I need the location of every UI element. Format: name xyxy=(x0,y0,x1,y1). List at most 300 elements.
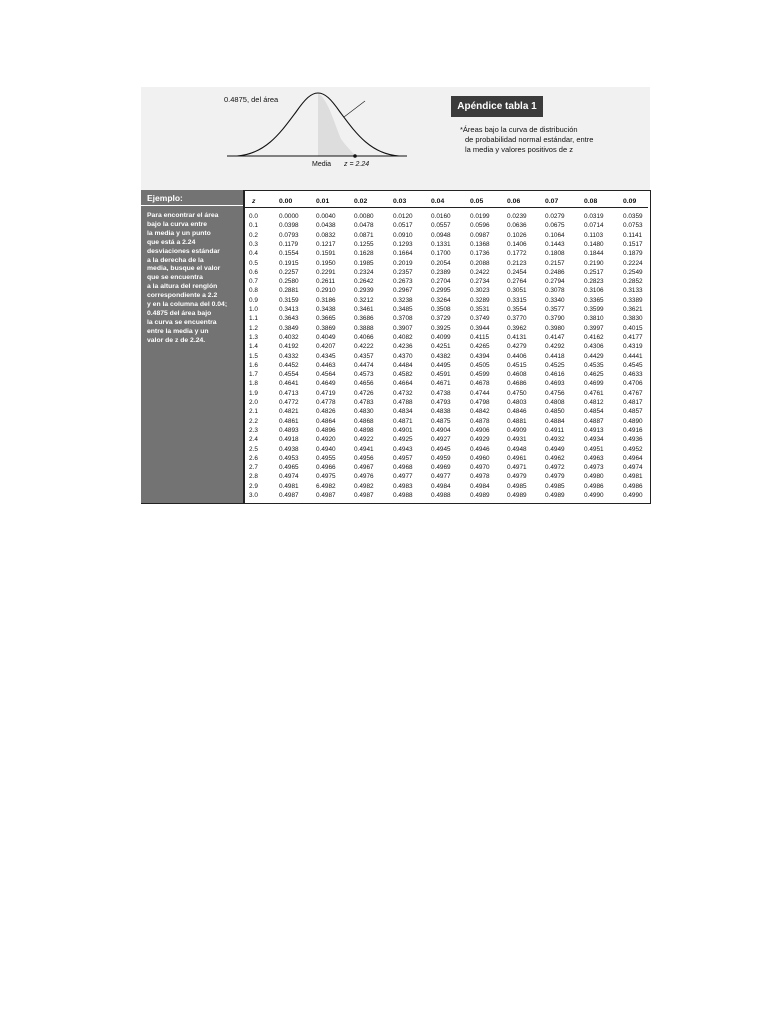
header-col: 0.05 xyxy=(470,198,484,205)
table-cell: 0.3264 xyxy=(431,296,451,304)
table-cell: 0.4952 xyxy=(623,445,643,453)
table-cell: 0.1103 xyxy=(584,231,604,239)
table-cell: 0.4834 xyxy=(393,408,413,416)
table-cell: 0.4192 xyxy=(279,343,299,351)
table-cell: 0.4599 xyxy=(470,371,490,379)
table-cell: 0.4966 xyxy=(316,464,336,472)
table-cell: 0.4515 xyxy=(507,361,527,369)
table-cell: 0.4941 xyxy=(354,445,374,453)
table-cell: 0.0000 xyxy=(279,213,299,220)
table-cell: 0.4332 xyxy=(279,352,299,360)
table-cell: 0.4525 xyxy=(545,361,565,369)
appendix-note-line-1: *Áreas bajo la curva de distribución xyxy=(460,125,578,134)
table-cell: 0.4938 xyxy=(279,445,299,453)
table-cell: 0.3790 xyxy=(545,315,565,323)
row-z-value: 2.9 xyxy=(249,482,258,490)
table-cell: 0.4988 xyxy=(393,492,413,499)
table-cell: 0.4982 xyxy=(354,482,374,490)
example-line: que se encuentra xyxy=(147,274,203,282)
table-cell: 0.4979 xyxy=(545,473,565,481)
table-cell: 0.4664 xyxy=(393,380,413,388)
table-cell: 0.3159 xyxy=(279,296,299,304)
row-z-value: 1.1 xyxy=(249,315,258,323)
table-cell: 0.2454 xyxy=(507,268,527,276)
table-cell: 0.3944 xyxy=(470,324,490,332)
table-cell: 0.4945 xyxy=(431,445,451,453)
table-cell: 0.4826 xyxy=(316,408,336,416)
table-cell: 0.1628 xyxy=(354,250,374,258)
table-cell: 0.4974 xyxy=(279,473,299,481)
table-cell: 0.4949 xyxy=(545,445,565,453)
table-cell: 0.1331 xyxy=(431,240,451,248)
table-cell: 0.4767 xyxy=(623,389,643,397)
table-cell: 0.4162 xyxy=(584,333,604,341)
table-cell: 0.4961 xyxy=(507,454,527,462)
table-cell: 0.4429 xyxy=(584,352,604,360)
table-cell: 0.3133 xyxy=(623,287,643,295)
table-cell: 0.2794 xyxy=(545,278,565,286)
table-cell: 0.2611 xyxy=(316,278,336,286)
table-cell: 0.4738 xyxy=(431,389,451,397)
table-cell: 0.4990 xyxy=(584,492,604,499)
header-col: 0.07 xyxy=(545,198,559,205)
table-cell: 0.2157 xyxy=(545,259,565,267)
table-cell: 0.4857 xyxy=(623,408,643,416)
table-cell: 0.2019 xyxy=(393,259,413,267)
header-col: 0.03 xyxy=(393,198,407,205)
table-cell: 0.4370 xyxy=(393,352,413,360)
row-z-value: 1.0 xyxy=(249,306,258,313)
table-cell: 0.4306 xyxy=(584,343,604,351)
table-cell: 0.4641 xyxy=(279,380,299,388)
table-cell: 0.4881 xyxy=(507,417,527,425)
appendix-note xyxy=(460,125,640,155)
header-z: z xyxy=(252,198,256,205)
header-col: 0.06 xyxy=(507,198,521,205)
header-col: 0.01 xyxy=(316,198,330,205)
table-cell: 0.2549 xyxy=(623,268,643,276)
table-cell: 0.4788 xyxy=(393,399,413,406)
table-cell: 0.2088 xyxy=(470,259,490,267)
table-cell: 0.1736 xyxy=(470,250,490,258)
appendix-note-line-2: de probabilidad normal estándar, entre xyxy=(465,135,594,144)
table-cell: 0.4970 xyxy=(470,464,490,472)
example-line: y en la columna del 0.04; xyxy=(147,301,228,309)
table-cell: 0.3749 xyxy=(470,315,490,323)
table-cell: 0.0517 xyxy=(393,222,413,230)
table-cell: 0.0080 xyxy=(354,213,374,220)
table-cell: 0.3686 xyxy=(354,315,374,323)
table-cell: 0.4649 xyxy=(316,380,336,388)
table-cell: 0.1179 xyxy=(279,240,299,248)
table-cell: 0.3340 xyxy=(545,296,565,304)
table-cell: 0.0871 xyxy=(354,231,374,239)
table-cell: 0.3023 xyxy=(470,287,490,295)
table-cell: 0.1217 xyxy=(316,240,336,248)
table-cell: 0.4382 xyxy=(431,352,451,360)
row-z-value: 1.4 xyxy=(249,343,258,351)
table-cell: 0.4962 xyxy=(545,454,565,462)
table-cell: 0.4474 xyxy=(354,361,374,369)
row-z-value: 0.5 xyxy=(249,259,258,267)
table-cell: 0.3907 xyxy=(393,324,413,332)
table-cell: 0.3078 xyxy=(545,287,565,295)
table-cell: 0.4719 xyxy=(316,389,336,397)
table-cell: 0.4783 xyxy=(354,399,374,406)
table-cell: 0.4980 xyxy=(584,473,604,481)
table-cell: 0.4971 xyxy=(507,464,527,472)
table-cell: 0.3980 xyxy=(545,324,565,332)
row-z-value: 3.0 xyxy=(249,492,258,499)
table-cell: 0.3729 xyxy=(431,315,451,323)
example-line: correspondiente a 2.2 xyxy=(147,292,218,300)
table-cell: 0.4920 xyxy=(316,436,336,444)
table-cell: 0.4922 xyxy=(354,436,374,444)
row-z-value: 2.2 xyxy=(249,417,258,425)
table-cell: 0.2389 xyxy=(431,268,451,276)
table-cell: 0.4948 xyxy=(507,445,527,453)
table-cell: 0.3869 xyxy=(316,324,336,332)
table-cell: 0.4564 xyxy=(316,371,336,379)
row-z-value: 2.8 xyxy=(249,473,258,481)
table-cell: 0.4896 xyxy=(316,426,336,434)
table-cell: 0.4357 xyxy=(354,352,374,360)
table-cell: 0.4981 xyxy=(623,473,643,481)
table-cell: 6.4982 xyxy=(316,482,336,490)
table-cell: 0.4082 xyxy=(393,333,413,341)
example-line: la curva se encuentra xyxy=(147,318,217,326)
example-title: Ejemplo: xyxy=(147,193,183,203)
table-cell: 0.4977 xyxy=(393,473,413,481)
table-cell: 0.3461 xyxy=(354,306,374,313)
table-cell: 0.4963 xyxy=(584,454,604,462)
table-cell: 0.0239 xyxy=(507,213,527,220)
example-line: a la altura del renglón xyxy=(147,283,218,291)
table-cell: 0.1844 xyxy=(584,250,604,258)
table-cell: 0.4319 xyxy=(623,343,643,351)
table-cell: 0.4656 xyxy=(354,380,374,388)
table-cell: 0.0636 xyxy=(507,222,527,230)
table-cell: 0.4591 xyxy=(431,371,451,379)
table-cell: 0.4957 xyxy=(393,454,413,462)
table-cell: 0.0359 xyxy=(623,213,643,220)
row-z-value: 2.6 xyxy=(249,454,258,462)
table-cell: 0.4875 xyxy=(431,417,451,425)
table-cell: 0.4394 xyxy=(470,352,490,360)
table-cell: 0.4890 xyxy=(623,417,643,425)
table-cell: 0.4744 xyxy=(470,389,490,397)
table-cell: 0.3508 xyxy=(431,306,451,313)
row-z-value: 1.2 xyxy=(249,324,258,332)
normal-curve-svg xyxy=(141,87,431,177)
table-cell: 0.4850 xyxy=(545,408,565,416)
row-z-value: 0.0 xyxy=(249,213,258,220)
table-cell: 0.4984 xyxy=(470,482,490,490)
table-cell: 0.4934 xyxy=(584,436,604,444)
appendix-title: Apéndice tabla 1 xyxy=(451,96,543,117)
row-z-value: 1.9 xyxy=(249,389,258,397)
table-cell: 0.4345 xyxy=(316,352,336,360)
table-cell: 0.4616 xyxy=(545,371,565,379)
table-cell: 0.4975 xyxy=(316,473,336,481)
table-cell: 0.0478 xyxy=(354,222,374,230)
table-cell: 0.3238 xyxy=(393,296,413,304)
row-z-value: 0.7 xyxy=(249,278,258,286)
table-cell: 0.3708 xyxy=(393,315,413,323)
table-cell: 0.3962 xyxy=(507,324,527,332)
table-cell: 0.0438 xyxy=(316,222,336,230)
row-z-value: 0.4 xyxy=(249,250,258,258)
row-z-value: 1.6 xyxy=(249,361,258,369)
row-z-value: 2.4 xyxy=(249,436,258,444)
row-z-value: 0.2 xyxy=(249,231,258,239)
table-cell: 0.1255 xyxy=(354,240,374,248)
z-label: z = 2.24 xyxy=(344,161,370,168)
table-cell: 0.3997 xyxy=(584,324,604,332)
table-cell: 0.2967 xyxy=(393,287,413,295)
table-cell: 0.4177 xyxy=(623,333,643,341)
row-z-value: 2.1 xyxy=(249,408,258,416)
table-cell: 0.3365 xyxy=(584,296,604,304)
table-cell: 0.4418 xyxy=(545,352,565,360)
table-cell: 0.4965 xyxy=(279,464,299,472)
table-cell: 0.4772 xyxy=(279,399,299,406)
table-cell: 0.4925 xyxy=(393,436,413,444)
table-cell: 0.3577 xyxy=(545,306,565,313)
table-cell: 0.4545 xyxy=(623,361,643,369)
row-z-value: 2.7 xyxy=(249,464,258,472)
row-z-value: 2.3 xyxy=(249,426,258,434)
table-cell: 0.2486 xyxy=(545,268,565,276)
table-cell: 0.3389 xyxy=(623,296,643,304)
table-cell: 0.1293 xyxy=(393,240,413,248)
table-cell: 0.0793 xyxy=(279,231,299,239)
table-cell: 0.2580 xyxy=(279,278,299,286)
header-col: 0.04 xyxy=(431,198,445,205)
row-z-value: 2.0 xyxy=(249,399,258,406)
table-cell: 0.4441 xyxy=(623,352,643,360)
example-line: que está a 2.24 xyxy=(147,238,196,246)
table-cell: 0.4484 xyxy=(393,361,413,369)
table-cell: 0.0398 xyxy=(279,222,299,230)
table-cell: 0.4916 xyxy=(623,426,643,434)
example-divider xyxy=(141,205,243,206)
table-cell: 0.1985 xyxy=(354,259,374,267)
table-cell: 0.2881 xyxy=(279,287,299,295)
table-cell: 0.4901 xyxy=(393,426,413,434)
table-cell: 0.1026 xyxy=(507,231,527,239)
table-cell: 0.4983 xyxy=(393,482,413,490)
table-cell: 0.3599 xyxy=(584,306,604,313)
table-cell: 0.3438 xyxy=(316,306,336,313)
table-cell: 0.1141 xyxy=(623,231,643,239)
table-cell: 0.0040 xyxy=(316,213,336,220)
table-cell: 0.4909 xyxy=(507,426,527,434)
table-cell: 0.2357 xyxy=(393,268,413,276)
table-cell: 0.3925 xyxy=(431,324,451,332)
table-cell: 0.4821 xyxy=(279,408,299,416)
row-z-value: 2.5 xyxy=(249,445,258,453)
table-cell: 0.3810 xyxy=(584,315,604,323)
table-cell: 0.0279 xyxy=(545,213,565,220)
table-cell: 0.4989 xyxy=(507,492,527,499)
table-cell: 0.2054 xyxy=(431,259,451,267)
row-z-value: 1.3 xyxy=(249,333,258,341)
table-cell: 0.4778 xyxy=(316,399,336,406)
table-cell: 0.2995 xyxy=(431,287,451,295)
table-cell: 0.2734 xyxy=(470,278,490,286)
table-cell: 0.4904 xyxy=(431,426,451,434)
table-cell: 0.4964 xyxy=(623,454,643,462)
table-cell: 0.4793 xyxy=(431,399,451,406)
table-cell: 0.1915 xyxy=(279,259,299,267)
table-cell: 0.0596 xyxy=(470,222,490,230)
row-z-value: 0.1 xyxy=(249,222,258,230)
table-cell: 0.4049 xyxy=(316,333,336,341)
table-cell: 0.0714 xyxy=(584,222,604,230)
example-line: a la derecha de la xyxy=(147,256,204,264)
table-cell: 0.1480 xyxy=(584,240,604,248)
table-cell: 0.4066 xyxy=(354,333,374,341)
table-cell: 0.1517 xyxy=(623,240,643,248)
table-cell: 0.4817 xyxy=(623,399,643,406)
table-cell: 0.4953 xyxy=(279,454,299,462)
table-cell: 0.4292 xyxy=(545,343,565,351)
area-pointer xyxy=(344,101,365,117)
table-cell: 0.4699 xyxy=(584,380,604,388)
table-cell: 0.2291 xyxy=(316,268,336,276)
table-cell: 0.4969 xyxy=(431,464,451,472)
table-cell: 0.1664 xyxy=(393,250,413,258)
table-cell: 0.4505 xyxy=(470,361,490,369)
table-cell: 0.4608 xyxy=(507,371,527,379)
example-line: Para encontrar el área xyxy=(147,212,219,219)
table-cell: 0.2422 xyxy=(470,268,490,276)
table-cell: 0.4976 xyxy=(354,473,374,481)
table-cell: 0.1772 xyxy=(507,250,527,258)
table-cell: 0.4671 xyxy=(431,380,451,388)
table-cell: 0.4987 xyxy=(279,492,299,499)
table-cell: 0.4750 xyxy=(507,389,527,397)
table-cell: 0.4951 xyxy=(584,445,604,453)
table-cell: 0.3413 xyxy=(279,306,299,313)
table-cell: 0.4985 xyxy=(545,482,565,490)
table-cell: 0.4898 xyxy=(354,426,374,434)
table-cell: 0.4968 xyxy=(393,464,413,472)
table-cell: 0.4893 xyxy=(279,426,299,434)
example-line: media, busque el valor xyxy=(147,265,221,273)
table-cell: 0.4931 xyxy=(507,436,527,444)
table-cell: 0.4985 xyxy=(507,482,527,490)
table-cell: 0.2910 xyxy=(316,287,336,295)
table-cell: 0.2642 xyxy=(354,278,374,286)
table-cell: 0.4978 xyxy=(470,473,490,481)
header-col: 0.00 xyxy=(279,198,293,205)
table-cell: 0.2823 xyxy=(584,278,604,286)
table-cell: 0.4871 xyxy=(393,417,413,425)
table-cell: 0.4756 xyxy=(545,389,565,397)
row-z-value: 0.9 xyxy=(249,296,258,304)
table-cell: 0.4927 xyxy=(431,436,451,444)
table-cell: 0.4207 xyxy=(316,343,336,351)
z-point xyxy=(353,154,357,158)
table-cell: 0.4693 xyxy=(545,380,565,388)
table-cell: 0.3051 xyxy=(507,287,527,295)
table-cell: 0.1406 xyxy=(507,240,527,248)
example-line: 0.4875 del área bajo xyxy=(147,309,212,317)
table-cell: 0.2517 xyxy=(584,268,604,276)
table-cell: 0.3289 xyxy=(470,296,490,304)
table-cell: 0.4625 xyxy=(584,371,604,379)
table-cell: 0.1443 xyxy=(545,240,565,248)
row-z-value: 0.8 xyxy=(249,287,258,295)
table-cell: 0.4842 xyxy=(470,408,490,416)
table-cell: 0.4573 xyxy=(354,371,374,379)
table-cell: 0.3621 xyxy=(623,306,643,313)
table-cell: 0.4967 xyxy=(354,464,374,472)
table-cell: 0.1064 xyxy=(545,231,565,239)
table-cell: 0.4861 xyxy=(279,417,299,425)
header-col: 0.09 xyxy=(623,198,637,205)
row-z-value: 1.7 xyxy=(249,371,258,379)
table-cell: 0.4838 xyxy=(431,408,451,416)
table-cell: 0.4535 xyxy=(584,361,604,369)
table-cell: 0.4015 xyxy=(623,324,643,332)
table-cell: 0.4986 xyxy=(623,482,643,490)
table-cell: 0.4452 xyxy=(279,361,299,369)
table-cell: 0.0948 xyxy=(431,231,451,239)
table-cell: 0.2324 xyxy=(354,268,374,276)
table-cell: 0.4913 xyxy=(584,426,604,434)
table-cell: 0.4990 xyxy=(623,492,643,499)
table-cell: 0.4989 xyxy=(545,492,565,499)
table-header-row xyxy=(245,192,648,208)
table-cell: 0.4940 xyxy=(316,445,336,453)
table-cell: 0.4032 xyxy=(279,333,299,341)
table-cell: 0.3643 xyxy=(279,315,299,323)
table-cell: 0.4713 xyxy=(279,389,299,397)
table-cell: 0.4251 xyxy=(431,343,451,351)
example-line: bajo la curva entre xyxy=(147,220,208,228)
table-cell: 0.1879 xyxy=(623,250,643,258)
table-cell: 0.2939 xyxy=(354,287,374,295)
table-cell: 0.4812 xyxy=(584,399,604,406)
table-cell: 0.3186 xyxy=(316,296,336,304)
table-cell: 0.0910 xyxy=(393,231,413,239)
table-cell: 0.4830 xyxy=(354,408,374,416)
table-cell: 0.4988 xyxy=(431,492,451,499)
table-cell: 0.4265 xyxy=(470,343,490,351)
table-cell: 0.4808 xyxy=(545,399,565,406)
table-cell: 0.4911 xyxy=(545,426,565,434)
area-label: 0.4875, del área xyxy=(224,95,279,104)
table-cell: 0.4864 xyxy=(316,417,336,425)
table-cell: 0.0120 xyxy=(393,213,413,220)
table-cell: 0.4932 xyxy=(545,436,565,444)
table-cell: 0.4279 xyxy=(507,343,527,351)
table-cell: 0.4761 xyxy=(584,389,604,397)
table-cell: 0.1591 xyxy=(316,250,336,258)
table-cell: 0.4946 xyxy=(470,445,490,453)
table-cell: 0.3485 xyxy=(393,306,413,313)
table-cell: 0.3849 xyxy=(279,324,299,332)
table-cell: 0.0160 xyxy=(431,213,451,220)
table-cell: 0.4974 xyxy=(623,464,643,472)
table-cell: 0.3212 xyxy=(354,296,374,304)
table-cell: 0.4884 xyxy=(545,417,565,425)
table-cell: 0.4463 xyxy=(316,361,336,369)
example-text xyxy=(147,212,239,346)
